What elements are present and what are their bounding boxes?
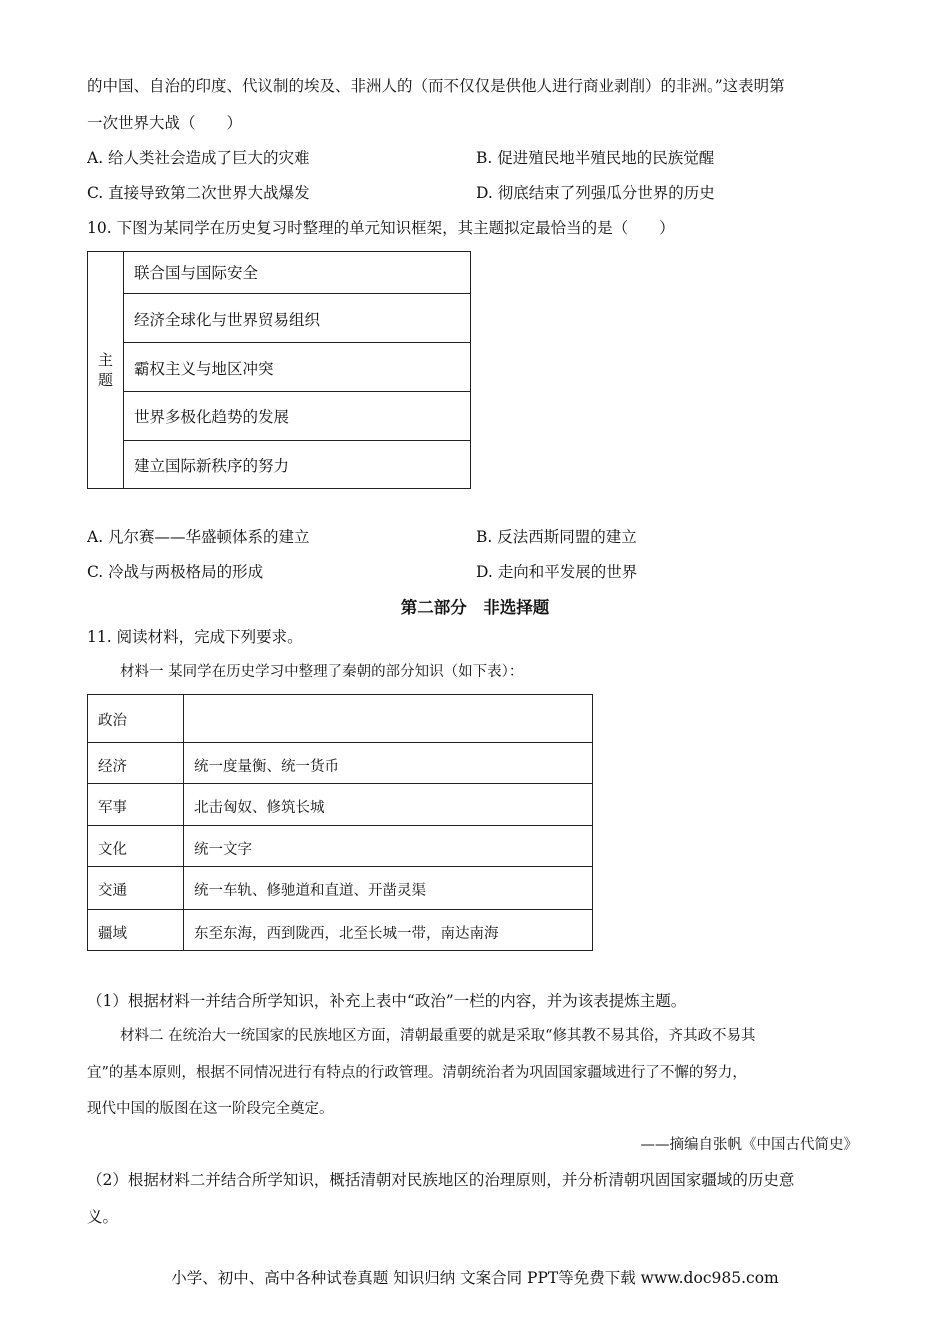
table-row [88,867,592,910]
page-footer: 小学、初中、高中各种试卷真题 知识归纳 文案合同 PPT等免费下载 www.doc985.com [171,1269,779,1287]
q11-question1: （1）根据材料一并结合所学知识，补充上表中“政治”一栏的内容，并为该表提炼主题。 [87,992,687,1010]
framework-item: 霸权主义与地区冲突 [124,343,470,392]
table-row [88,826,592,867]
table-cell-content: 统一度量衡、统一货币 [194,759,339,775]
table-cell-content: 统一车轨、修驰道和直道、开凿灵渠 [194,883,426,899]
framework-item: 联合国与国际安全 [124,252,470,294]
knowledge-framework [87,251,471,489]
framework-item: 世界多极化趋势的发展 [124,392,470,441]
table-row [88,784,592,826]
table-cell-category: 经济 [98,759,127,775]
q11-question2-line1: （2）根据材料二并结合所学知识，概括清朝对民族地区的治理原则，并分析清朝巩固国家疆域的历史意 [87,1171,795,1189]
framework-item: 建立国际新秩序的努力 [134,457,290,475]
framework-item: 经济全球化与世界贸易组织 [124,294,470,343]
q10-option-a: A. 凡尔赛——华盛顿体系的建立 [87,528,310,546]
qin-knowledge-table [87,694,593,951]
q10-option-b: B. 反法西斯同盟的建立 [476,528,637,546]
table-row [88,910,592,950]
table-cell-content: 东至东海，西到陇西，北至长城一带，南达南海 [194,926,499,942]
q11-material2-line1: 材料二 在统治大一统国家的民族地区方面，清朝最重要的就是采取“修其教不易其俗，齐其政不易其 [120,1028,756,1044]
framework-side-label: 主题 [98,351,114,389]
q11-stem: 11. 阅读材料，完成下列要求。 [87,628,303,646]
q11-question2-line2: 义。 [87,1208,119,1226]
table-cell-category: 文化 [98,842,127,858]
q11-material2-line3: 现代中国的版图在这一阶段完全奠定。 [87,1101,334,1117]
q10-stem: 10. 下图为某同学在历史复习时整理的单元知识框架，其主题拟定最恰当的是（ ） [87,219,675,237]
table-cell-category: 疆域 [98,926,127,942]
table-row [88,695,592,743]
table-cell-category: 交通 [98,883,127,899]
framework-side-cell [88,252,124,488]
table-cell-content: 北击匈奴、修筑长城 [194,800,325,816]
q10-option-d: D. 走向和平发展的世界 [476,563,638,581]
table-cell-category: 政治 [98,713,127,729]
q9-option-b: B. 促进殖民地半殖民地的民族觉醒 [476,149,715,167]
q11-material2-source: ——摘编自张帆《中国古代简史》 [640,1137,858,1153]
part2-heading: 第二部分 非选择题 [400,598,550,617]
q9-option-a: A. 给人类社会造成了巨大的灾难 [87,149,310,167]
q9-option-c: C. 直接导致第二次世界大战爆发 [87,184,310,202]
q11-material2-line2: 宜”的基本原则，根据不同情况进行有特点的行政管理。清朝统治者为巩固国家疆域进行了不懈的努力， [87,1065,747,1081]
q9-stem-line1: 的中国、自治的印度、代议制的埃及、非洲人的（而不仅仅是供他人进行商业剥削）的非洲。”这表明第 [87,77,785,95]
q10-option-c: C. 冷战与两极格局的形成 [87,563,264,581]
q11-material1-intro: 材料一 某同学在历史学习中整理了秦朝的部分知识（如下表）： [120,664,524,680]
table-cell-category: 军事 [98,800,127,816]
table-row [88,743,592,784]
q9-option-d: D. 彻底结束了列强瓜分世界的历史 [476,184,715,202]
q9-stem-line2: 一次世界大战（ ） [87,114,243,132]
table-cell-content: 统一文字 [194,842,252,858]
